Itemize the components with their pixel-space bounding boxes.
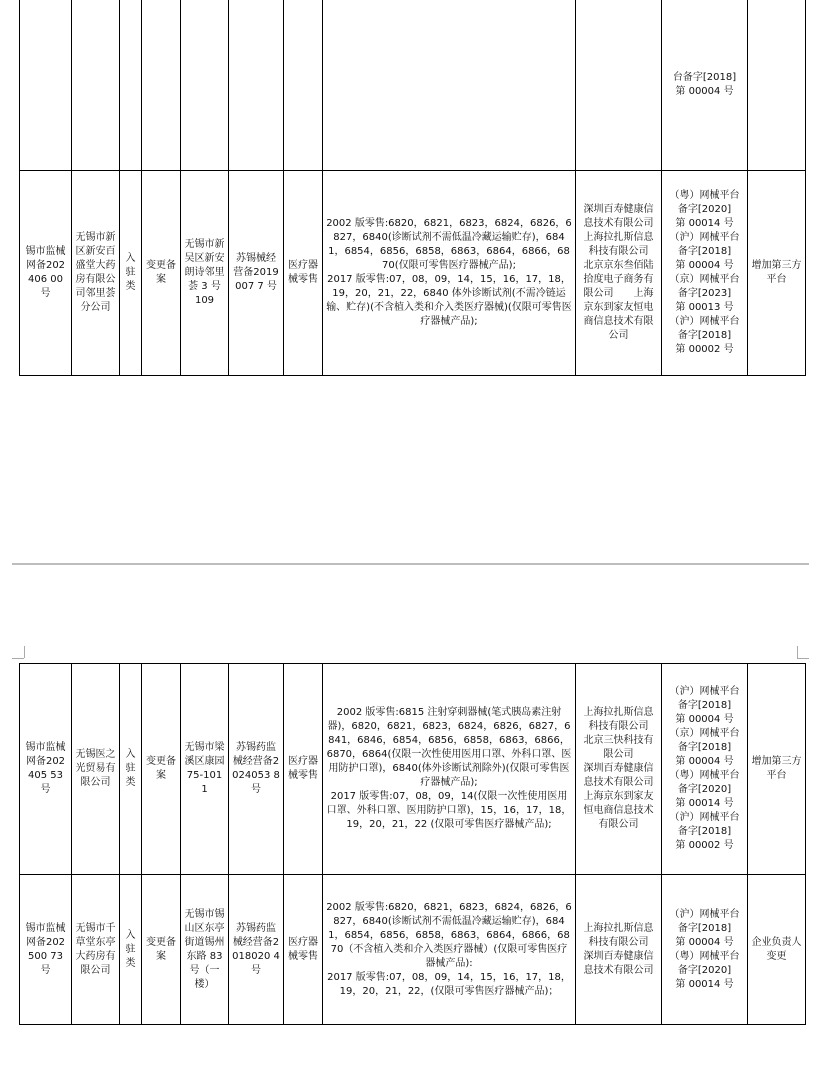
platform-record-cell: （沪）网械平台备字[2018] 第 00004 号 （京）网械平台备字[2018] 第 00004 号 （粤）网械平台备字[2020] 第 00014 号 （沪）网械平台备字[2018] 第 00002 号 [662, 664, 748, 875]
record-id-cell: 锡市监械网备202500 73 号 [20, 875, 72, 1025]
category-cell: 入驻类 [120, 171, 142, 376]
document-page-top [0, 0, 821, 470]
address-cell: 无锡市锡山区东亭街道锡州东路 83 号（一楼） [181, 875, 229, 1025]
table-row [20, 875, 806, 1025]
crop-mark [797, 646, 798, 658]
page-separator [12, 563, 809, 565]
scope-cell: 2002 版零售:6820，6821，6823，6824，6826，6827，6840(诊断试剂不需低温冷藏运输贮存)，6841，6854，6856，6858，6863，6864，6866，6870（不含植入类和介入类医疗器械）(仅限可零售医疗器械产品): 2017 版零售:07，08，09，14，15，16，17，18，19，20，21，22，(仅限可零售医疗器械产品)； [323, 875, 576, 1025]
category-cell: 入驻类 [120, 875, 142, 1025]
license-cell: 苏锡药监械经营备2018020 4 号 [229, 875, 284, 1025]
mode-cell: 医疗器械零售 [284, 171, 323, 376]
table-row [20, 171, 806, 376]
enterprise-cell: 无锡市千草堂东亭大药房有限公司 [72, 875, 120, 1025]
crop-mark [24, 646, 25, 658]
platform-cell: 深圳百寿健康信息技术有限公司 上海拉扎斯信息科技有限公司 北京京东叁佰陆拾度电子商务有限公司 上海京东到家友恒电商信息技术有限公司 [576, 171, 662, 376]
license-cell: 苏锡药监械经营备2024053 8 号 [229, 664, 284, 875]
table-row [20, 664, 806, 875]
document-page-bottom [0, 566, 821, 1088]
bottom-record-table [19, 663, 806, 1025]
change-cell: 企业负责人变更 [748, 875, 806, 1025]
mode-cell: 医疗器械零售 [284, 875, 323, 1025]
platform-record-cell: （粤）网械平台备字[2020] 第 00014 号 （沪）网械平台备字[2018] 第 00004 号 （京）网械平台备字[2023] 第 00013 号 （沪）网械平台备字[2018] 第 00002 号 [662, 171, 748, 376]
platform-cell: 上海拉扎斯信息科技有限公司 深圳百寿健康信息技术有限公司 [576, 875, 662, 1025]
record-id-cell: 锡市监械网备202405 53 号 [20, 664, 72, 875]
page-gap [0, 470, 821, 565]
platform-record-cell: （沪）网械平台备字[2018] 第 00004 号 （粤）网械平台备字[2020] 第 00014 号 [662, 875, 748, 1025]
top-record-table [19, 0, 806, 376]
type-cell: 变更备案 [142, 664, 181, 875]
platform-record-cell: 台备字[2018] 第 00004 号 [662, 0, 748, 171]
crop-mark [12, 646, 24, 659]
scope-cell: 2002 版零售:6815 注射穿刺器械(笔式胰岛素注射器)，6820，6821，6823，6824，6826，6827，6841，6846，6854，6856，6858，6863，6866，6870，6864(仅限一次性使用医用口罩、外科口罩、医用防护口罩)，6840(体外诊断试剂除外)(仅限可零售医疗器械产品); 2017 版零售:07，08，09，14(仅限一次性使用医用口罩、外科口罩、医用防护口罩)，15，16，17，18，19，20，21，22 (仅限可零售医疗器械产品); [323, 664, 576, 875]
address-cell: 无锡市梁溪区康园 75-101 1 [181, 664, 229, 875]
enterprise-cell: 无锡医之光贸易有限公司 [72, 664, 120, 875]
address-cell: 无锡市新吴区新安朗诗邻里荟 3 号 109 [181, 171, 229, 376]
table-row [20, 0, 806, 171]
scope-cell: 2002 版零售:6820，6821，6823，6824，6826，6827，6840(诊断试剂不需低温冷藏运输贮存)，6841，6854，6856，6858，6863，6864，6866，6870(仅限可零售医疗器械产品); 2017 版零售:07，08，09，14，15，16，17，18，19，20，21，22，6840 体外诊断试剂(不需冷链运输、贮存)(不含植入类和介入类医疗器械)(仅限可零售医疗器械产品); [323, 171, 576, 376]
platform-cell: 上海拉扎斯信息科技有限公司 北京三快科技有限公司 深圳百寿健康信息技术有限公司上海京东到家友恒电商信息技术有限公司 [576, 664, 662, 875]
mode-cell: 医疗器械零售 [284, 664, 323, 875]
license-cell: 苏锡械经营备2019007 7 号 [229, 171, 284, 376]
type-cell: 变更备案 [142, 875, 181, 1025]
enterprise-cell: 无锡市新区新安百盛堂大药房有限公司邻里荟分公司 [72, 171, 120, 376]
record-id-cell: 锡市监械网备202406 00 号 [20, 171, 72, 376]
type-cell: 变更备案 [142, 171, 181, 376]
change-cell: 增加第三方平台 [748, 664, 806, 875]
change-cell: 增加第三方平台 [748, 171, 806, 376]
category-cell: 入驻类 [120, 664, 142, 875]
crop-mark [797, 646, 809, 659]
